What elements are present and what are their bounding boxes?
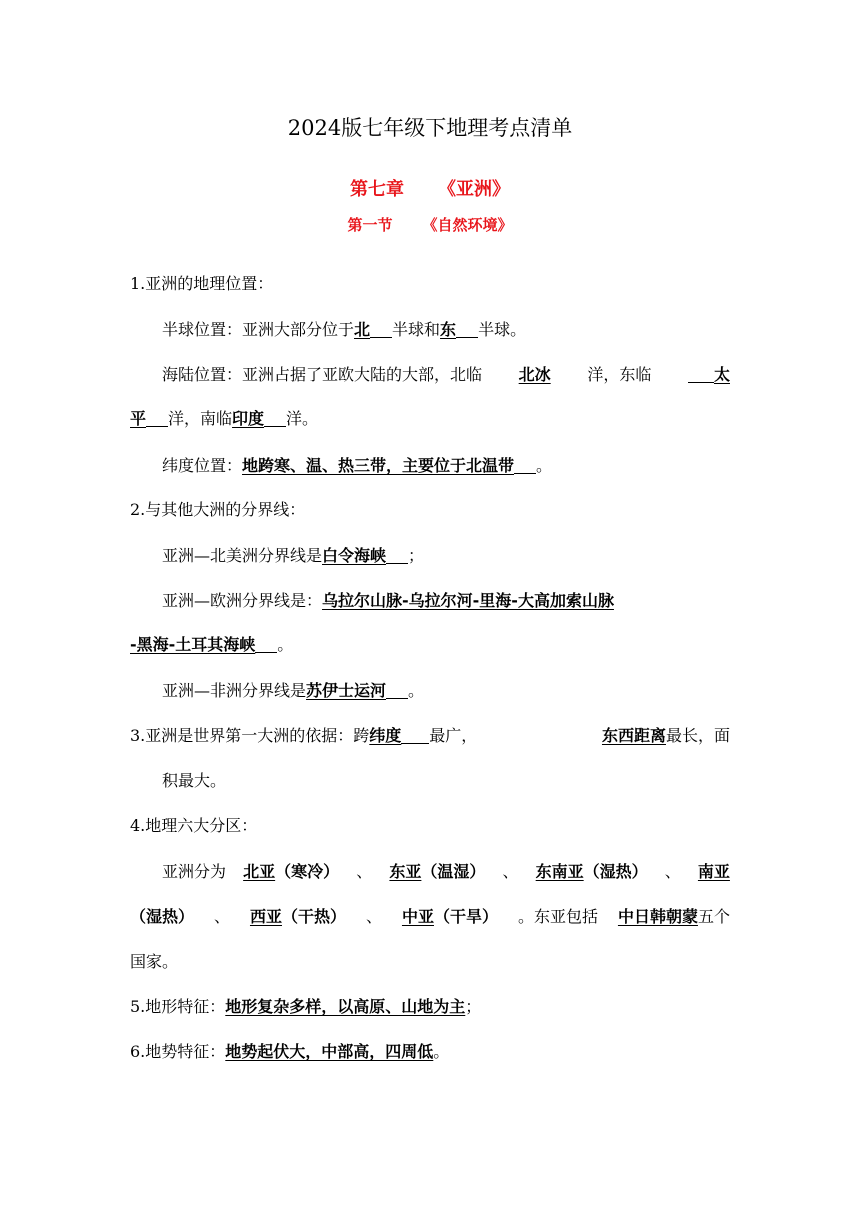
text: 最长，面	[665, 726, 730, 745]
answer: 北	[354, 320, 371, 339]
q1-landsea-line-1	[162, 364, 730, 386]
text: 海陆位置：亚洲占据了亚欧大陆的大部，北临	[162, 365, 483, 384]
text: 洋，东临	[587, 365, 652, 384]
q2-europe-line-2	[130, 634, 293, 656]
separator: 、	[664, 862, 681, 881]
answer: 东	[440, 320, 457, 339]
text: 。	[408, 681, 425, 700]
text: 半球。	[478, 320, 527, 339]
answer: -黑海-土耳其海峡	[130, 635, 256, 654]
q4-heading: 4.地理六大分区：	[130, 816, 258, 835]
climate: （湿热）	[130, 907, 195, 926]
blank-line	[386, 682, 408, 699]
text: 最广，	[429, 726, 478, 745]
blank-line	[264, 410, 286, 427]
text: 五个	[697, 907, 730, 926]
climate: （温湿）	[421, 862, 486, 881]
text: 亚洲—欧洲分界线是：	[162, 591, 323, 610]
q2-africa-line	[162, 680, 424, 702]
climate: （湿热）	[583, 862, 648, 881]
q3-line-2: 积最大。	[162, 771, 227, 790]
text: ；	[408, 546, 425, 565]
text: 亚洲—北美洲分界线是	[162, 546, 323, 565]
document-title: 2024版七年级下地理考点清单	[287, 116, 573, 140]
text: 纬度位置：	[162, 456, 243, 475]
answer: 白令海峡	[322, 546, 387, 565]
section-number: 第一节	[347, 216, 393, 234]
climate: （干旱）	[433, 907, 498, 926]
region: 北亚	[243, 862, 276, 881]
region: 南亚	[697, 862, 730, 881]
text: 3.亚洲是世界第一大洲的依据：跨	[130, 726, 370, 745]
answer: 中日韩朝蒙	[617, 907, 698, 926]
text: 。	[277, 635, 294, 654]
chapter-name: 《亚洲》	[438, 179, 510, 200]
q4-line-3: 国家。	[130, 952, 179, 971]
text: 。东亚包括	[517, 907, 598, 926]
blank-line	[688, 366, 714, 383]
chapter-heading	[0, 175, 860, 201]
q4-regions-line-2	[130, 906, 730, 928]
blank-line	[386, 547, 408, 564]
q1-heading: 1.亚洲的地理位置：	[130, 274, 274, 293]
text: 5.地形特征：	[130, 997, 226, 1016]
text: 亚洲—非洲分界线是	[162, 681, 307, 700]
q6-line	[130, 1041, 449, 1063]
text: 半球和	[392, 320, 441, 339]
q1-hemisphere-line	[162, 319, 526, 341]
text: 洋，南临	[168, 409, 233, 428]
q5-line	[130, 996, 481, 1018]
answer: 印度	[232, 409, 265, 428]
answer: 地跨寒、温、热三带，主要位于北温带	[242, 456, 515, 475]
text: 半球位置：亚洲大部分位于	[162, 320, 355, 339]
text: 亚洲分为	[162, 862, 227, 881]
section-name: 《自然环境》	[422, 216, 513, 234]
separator: 、	[502, 862, 519, 881]
answer: 纬度	[369, 726, 402, 745]
answer: 地形复杂多样，以高原、山地为主	[225, 997, 466, 1016]
text: 。	[433, 1042, 450, 1061]
climate: （寒冷）	[275, 862, 340, 881]
blank-line	[146, 410, 168, 427]
region: 西亚	[249, 907, 282, 926]
text: 洋。	[286, 409, 319, 428]
blank-line	[401, 727, 429, 744]
blank-line	[514, 457, 536, 474]
answer: 平	[130, 409, 147, 428]
q2-north-america-line	[162, 545, 424, 567]
region: 东亚	[389, 862, 422, 881]
text: ；	[465, 997, 482, 1016]
answer: 地势起伏大，中部高，四周低	[225, 1042, 434, 1061]
region: 中亚	[401, 907, 434, 926]
region: 东南亚	[535, 862, 584, 881]
separator: 、	[213, 907, 230, 926]
climate: （干热）	[281, 907, 346, 926]
blank-line	[255, 636, 277, 653]
blank-line	[456, 321, 478, 338]
answer: 北冰	[518, 365, 551, 384]
text: 6.地势特征：	[130, 1042, 226, 1061]
q2-europe-line-1	[162, 590, 614, 612]
separator: 、	[356, 862, 373, 881]
section-heading	[0, 214, 860, 235]
answer: 乌拉尔山脉-乌拉尔河-里海-大高加索山脉	[322, 591, 614, 610]
chapter-number: 第七章	[350, 179, 404, 200]
answer: 东西距离	[601, 726, 666, 745]
q1-latitude-line	[162, 455, 552, 477]
q1-landsea-line-2	[130, 408, 318, 430]
q2-heading: 2.与其他大洲的分界线：	[130, 500, 306, 519]
answer: 苏伊士运河	[306, 681, 387, 700]
q4-regions-line-1	[162, 861, 730, 883]
text: 。	[536, 456, 553, 475]
answer: 太	[713, 365, 730, 384]
blank-line	[370, 321, 392, 338]
q3-line-1	[130, 725, 730, 747]
separator: 、	[365, 907, 382, 926]
